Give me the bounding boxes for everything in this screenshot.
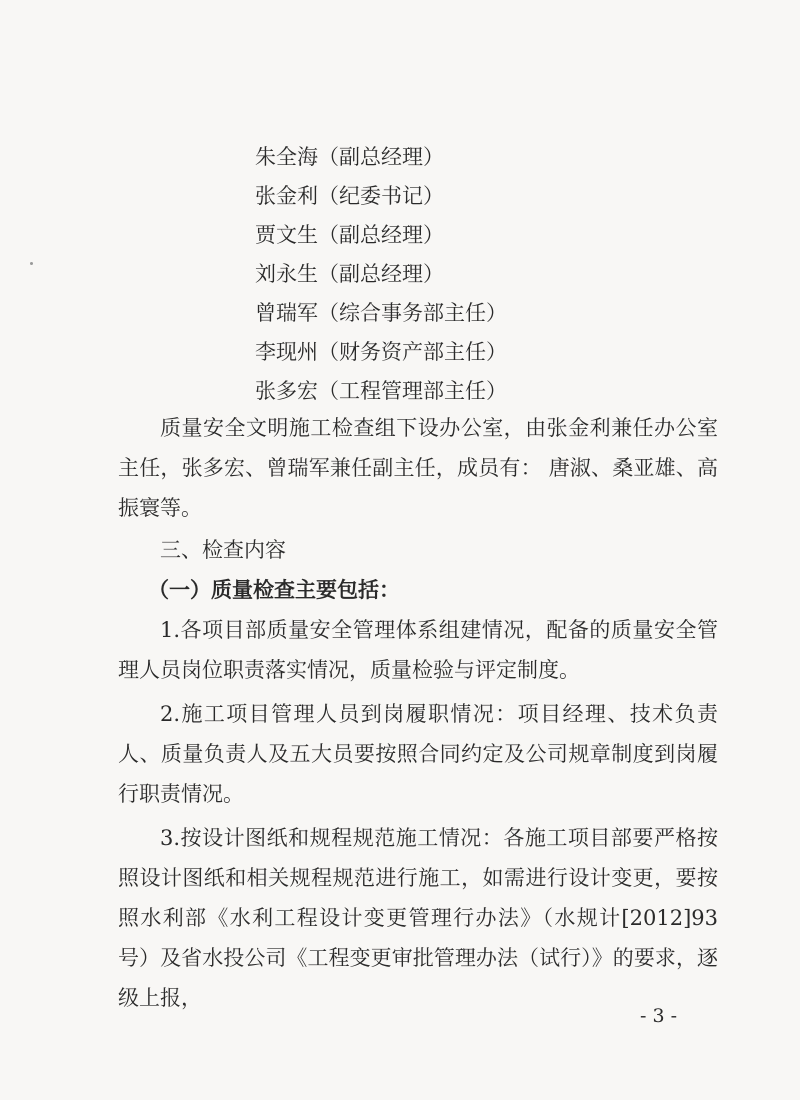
member-line: 朱全海（副总经理）	[255, 145, 444, 169]
scan-speck	[30, 262, 33, 265]
member-line: 曾瑞军（综合事务部主任）	[255, 301, 507, 325]
member-line: 张金利（纪委书记）	[255, 184, 444, 208]
body-text	[118, 408, 718, 1018]
section-heading: 三、检查内容	[160, 538, 286, 562]
member-line: 李现州（财务资产部主任）	[255, 340, 507, 364]
member-line: 刘永生（副总经理）	[255, 262, 444, 286]
office-paragraph: 质量安全文明施工检查组下设办公室，由张金利兼任办公室主任，张多宏、曾瑞军兼任副主任，成员有： 唐淑、桑亚雄、高振寰等。	[118, 416, 718, 520]
item-paragraph: 3.按设计图纸和规程规范施工情况：各施工项目部要严格按照设计图纸和相关规程规范进行施工，如需进行设计变更，要按照水利部《水利工程设计变更管理行办法》（水规计[2012]93号）及省水投公司《工程变更审批管理办法（试行）》的要求，逐级上报，	[118, 826, 718, 1010]
item-paragraph: 1.各项目部质量安全管理体系组建情况，配备的质量安全管理人员岗位职责落实情况，质量检验与评定制度。	[118, 618, 718, 682]
page-number: - 3 -	[640, 1005, 678, 1027]
subsection-heading: （一）质量检查主要包括：	[148, 577, 400, 602]
member-list	[255, 138, 507, 411]
item-paragraph: 2.施工项目管理人员到岗履职情况：项目经理、技术负责人、质量负责人及五大员要按照合同约定及公司规章制度到岗履行职责情况。	[118, 702, 718, 806]
member-line: 贾文生（副总经理）	[255, 223, 444, 247]
member-line: 张多宏（工程管理部主任）	[255, 379, 507, 403]
